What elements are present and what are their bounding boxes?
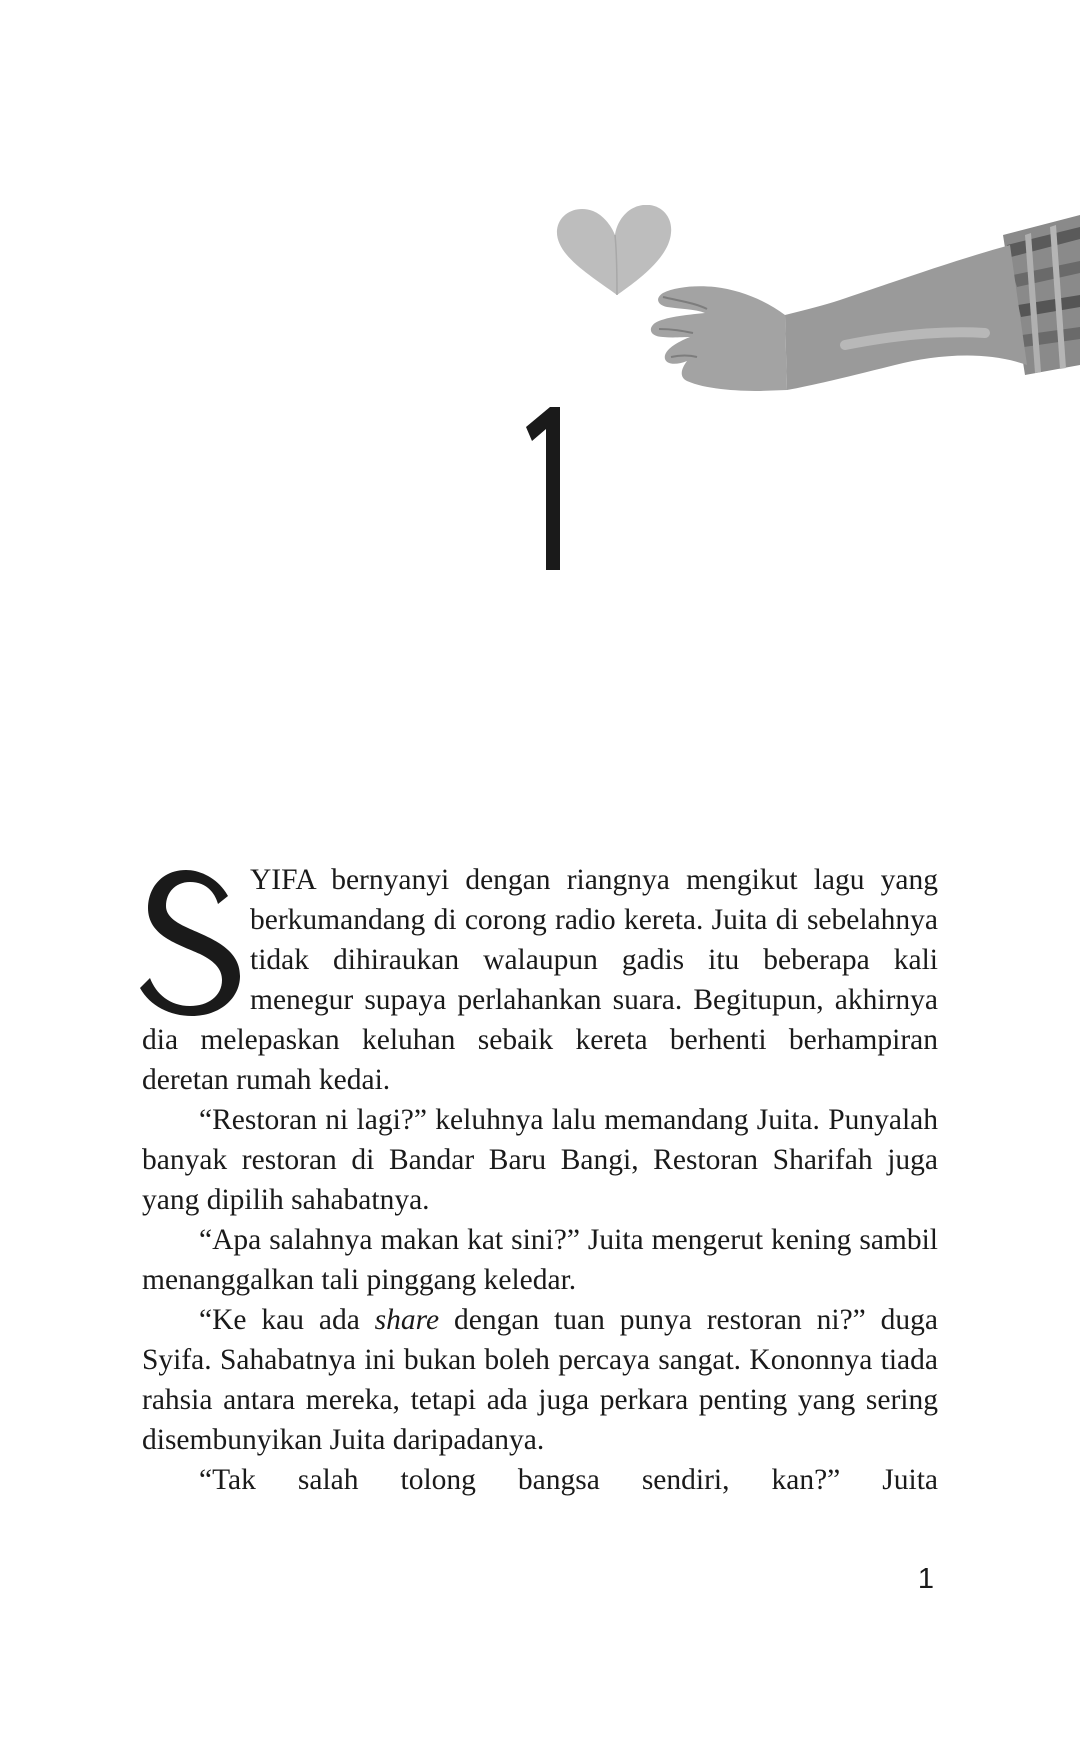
- paragraph-1: [142, 860, 938, 1100]
- hand-holding-heart-icon: [555, 205, 1080, 445]
- page-number: 1: [917, 1563, 934, 1595]
- chapter-number: [520, 405, 570, 575]
- paragraph-4-before: “Ke kau ada: [199, 1304, 375, 1336]
- paragraph-4-italic: share: [374, 1304, 440, 1336]
- paragraph-2: “Restoran ni lagi?” keluhnya lalu memandang Juita. Punyalah banyak restoran di Bandar Baru Bangi, Restoran Sharifah juga yang dipilih sahabatnya.: [142, 1104, 938, 1216]
- paragraph-1-text: YIFA bernyanyi dengan riangnya mengikut lagu yang berkumandang di corong radio kereta. Juita di sebelahnya tidak dihiraukan walaupun gadis itu beberapa kali menegur supaya perlahankan suara. Begitupun, akhirnya dia melepaskan keluhan sebaik kereta berhenti berhampiran deretan rumah kedai.: [142, 864, 938, 1096]
- paragraph-4: [142, 1300, 938, 1460]
- chapter-body: [142, 860, 938, 1500]
- drop-cap-s-icon: [138, 866, 242, 1016]
- paragraph-3: “Apa salahnya makan kat sini?” Juita mengerut kening sambil menanggalkan tali pinggang keledar.: [142, 1224, 938, 1296]
- paragraph-5: “Tak salah tolong bangsa sendiri, kan?” Juita: [199, 1464, 938, 1496]
- heart-icon: [557, 205, 671, 295]
- paragraph-4-after: dengan tuan punya restoran ni?” duga Syifa. Sahabatnya ini bukan boleh percaya sangat. Kononnya tiada rahsia antara mereka, tetapi ada juga perkara penting yang sering disembunyikan Juita daripadanya.: [142, 1304, 938, 1456]
- drop-cap: [138, 866, 242, 1016]
- hand-holding-heart-illustration: [555, 205, 1080, 445]
